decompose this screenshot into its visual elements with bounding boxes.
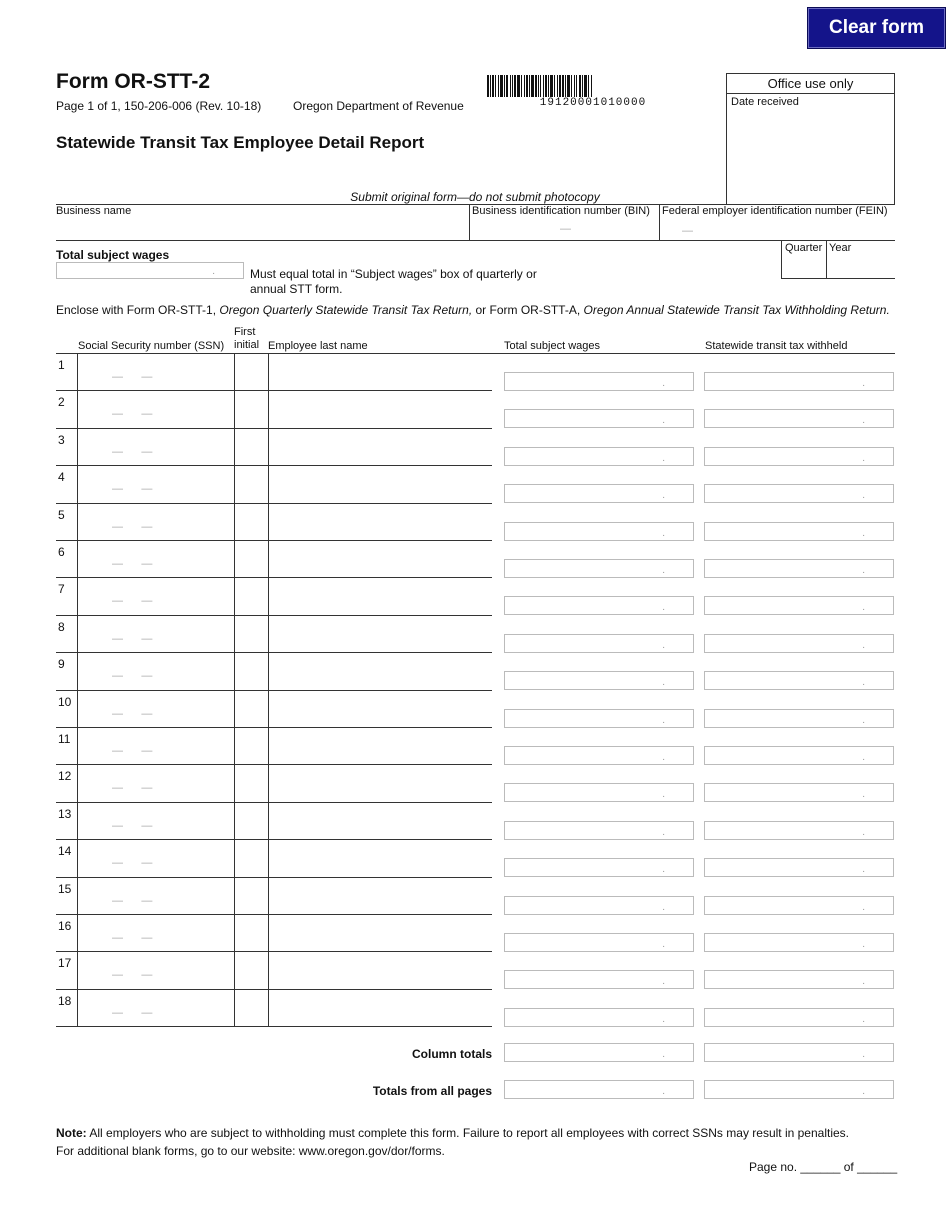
ssn-field[interactable]: — — (112, 969, 153, 982)
row-number: 17 (58, 956, 72, 971)
withheld-input[interactable] (704, 634, 894, 653)
divider (56, 390, 492, 391)
divider (77, 915, 78, 952)
wages-input[interactable] (504, 970, 694, 989)
first-initial-field[interactable] (236, 805, 266, 838)
withheld-input[interactable] (704, 783, 894, 802)
first-initial-field[interactable] (236, 543, 266, 576)
page-number-field[interactable]: Page no. ______ of ______ (749, 1160, 898, 1174)
last-name-field[interactable] (270, 767, 490, 800)
divider (56, 989, 492, 990)
row-number: 8 (58, 619, 65, 634)
business-name-label: Business name (56, 205, 132, 217)
divider (56, 615, 492, 616)
total-subject-wages-label: Total subject wages (56, 248, 170, 262)
row-number: 13 (58, 806, 72, 821)
first-initial-field[interactable] (236, 842, 266, 875)
divider (77, 765, 78, 802)
totals-all-pages-wages-input[interactable] (504, 1080, 694, 1099)
last-name-field[interactable] (270, 730, 490, 763)
divider (781, 278, 895, 279)
wages-input[interactable] (504, 746, 694, 765)
divider (56, 690, 492, 691)
divider (77, 504, 78, 541)
withheld-input[interactable] (704, 821, 894, 840)
divider (77, 578, 78, 615)
year-field[interactable] (827, 256, 894, 277)
divider (77, 616, 78, 653)
wages-input[interactable] (504, 896, 694, 915)
year-label: Year (829, 242, 852, 254)
first-initial-field[interactable] (236, 393, 266, 426)
ssn-field[interactable]: — — (112, 632, 153, 645)
divider (234, 915, 235, 952)
withheld-input[interactable] (704, 522, 894, 541)
quarter-field[interactable] (782, 256, 825, 277)
divider (268, 653, 269, 690)
divider (56, 240, 895, 241)
divider (469, 204, 470, 240)
first-initial-field[interactable] (236, 917, 266, 950)
page-info: Page 1 of 1, 150-206-006 (Rev. 10-18) (56, 99, 262, 113)
last-name-header: Employee last name (268, 340, 368, 352)
divider (659, 204, 660, 240)
divider (234, 541, 235, 578)
wages-input[interactable] (504, 671, 694, 690)
ssn-field[interactable]: — — (112, 408, 153, 421)
wages-input[interactable] (504, 409, 694, 428)
ssn-field[interactable]: — — (112, 670, 153, 683)
divider (77, 728, 78, 765)
withheld-input[interactable] (704, 896, 894, 915)
divider (77, 803, 78, 840)
withheld-input[interactable] (704, 933, 894, 952)
last-name-field[interactable] (270, 468, 490, 501)
divider (56, 503, 492, 504)
first-initial-header-line1: First (234, 326, 256, 338)
barcode-number: 19120001010000 (539, 97, 647, 109)
divider (77, 429, 78, 466)
divider (77, 391, 78, 428)
first-initial-header-line2: initial (234, 339, 260, 351)
divider (234, 429, 235, 466)
total-subject-wages-input[interactable] (56, 262, 244, 279)
divider (77, 878, 78, 915)
divider (56, 802, 492, 803)
last-name-field[interactable] (270, 506, 490, 539)
divider (268, 541, 269, 578)
divider (268, 878, 269, 915)
divider (268, 466, 269, 503)
first-initial-field[interactable] (236, 431, 266, 464)
divider (234, 616, 235, 653)
withheld-input[interactable] (704, 709, 894, 728)
wages-input[interactable] (504, 1008, 694, 1027)
divider (234, 728, 235, 765)
first-initial-field[interactable] (236, 506, 266, 539)
withheld-input[interactable] (704, 596, 894, 615)
withheld-header: Statewide transit tax withheld (705, 340, 848, 352)
first-initial-field[interactable] (236, 767, 266, 800)
must-equal-note: Must equal total in “Subject wages” box of quarterly or annual STT form. (250, 267, 537, 296)
wages-input[interactable] (504, 484, 694, 503)
first-initial-field[interactable] (236, 468, 266, 501)
ssn-field[interactable]: — — (112, 1006, 153, 1019)
column-totals-label: Column totals (412, 1047, 492, 1061)
divider (56, 1026, 492, 1027)
department-name: Oregon Department of Revenue (293, 99, 464, 113)
fein-label: Federal employer identification number (FEIN) (662, 205, 888, 217)
last-name-field[interactable] (270, 431, 490, 464)
withheld-input[interactable] (704, 372, 894, 391)
divider (234, 391, 235, 428)
divider (268, 504, 269, 541)
divider (77, 952, 78, 989)
wages-input[interactable] (504, 858, 694, 877)
row-number: 3 (58, 432, 65, 447)
last-name-field[interactable] (270, 805, 490, 838)
wages-input[interactable] (504, 634, 694, 653)
last-name-field[interactable] (270, 618, 490, 651)
wages-input[interactable] (504, 372, 694, 391)
divider (268, 578, 269, 615)
divider (234, 691, 235, 728)
office-use-title: Office use only (727, 74, 894, 94)
barcode (487, 75, 699, 97)
wages-input[interactable] (504, 709, 694, 728)
forms-website-text: For additional blank forms, go to our website: www.oregon.gov/dor/forms. (56, 1144, 445, 1158)
row-number: 12 (58, 769, 72, 784)
ssn-field[interactable]: — — (112, 558, 153, 570)
table-header-rule (56, 353, 895, 354)
divider (234, 952, 235, 989)
wages-input[interactable] (504, 522, 694, 541)
divider (234, 878, 235, 915)
divider (268, 691, 269, 728)
divider (234, 504, 235, 541)
divider (234, 653, 235, 690)
ssn-field[interactable]: — — (112, 445, 153, 458)
divider (56, 577, 492, 578)
ssn-field[interactable]: — — (112, 894, 153, 907)
first-initial-field[interactable] (236, 992, 266, 1025)
last-name-field[interactable] (270, 693, 490, 726)
ssn-field[interactable]: — — (112, 520, 153, 533)
ssn-field[interactable]: — — (112, 483, 153, 496)
last-name-field[interactable] (270, 655, 490, 688)
column-totals-wages-input[interactable] (504, 1043, 694, 1062)
ssn-field[interactable]: — — (112, 857, 153, 870)
note-text: Note: All employers who are subject to withholding must complete this form. Failure to report all employees with correct SSNs may result in penalties. For additional blank forms, go to our website: www.oregon.gov/dor/forms. (56, 1126, 849, 1158)
first-initial-field[interactable] (236, 580, 266, 613)
last-name-field[interactable] (270, 842, 490, 875)
divider (77, 653, 78, 690)
last-name-field[interactable] (270, 880, 490, 913)
divider (77, 990, 78, 1027)
wages-input[interactable] (504, 447, 694, 466)
form-title: Form OR-STT-2 (56, 70, 211, 93)
last-name-field[interactable] (270, 393, 490, 426)
last-name-field[interactable] (270, 992, 490, 1025)
divider (268, 952, 269, 989)
row-number: 10 (58, 694, 72, 709)
first-initial-field[interactable] (236, 880, 266, 913)
withheld-input[interactable] (704, 671, 894, 690)
wages-input[interactable] (504, 783, 694, 802)
totals-all-pages-withheld-input[interactable] (704, 1080, 894, 1099)
divider (268, 391, 269, 428)
divider (56, 540, 492, 541)
divider (77, 466, 78, 503)
divider (234, 840, 235, 877)
row-number: 14 (58, 844, 72, 859)
last-name-field[interactable] (270, 954, 490, 987)
bin-field[interactable]: — (560, 223, 571, 235)
row-number: 18 (58, 993, 72, 1008)
divider (77, 354, 78, 391)
ssn-field[interactable]: — — (112, 782, 153, 795)
row-number: 4 (58, 470, 65, 485)
row-number: 5 (58, 507, 65, 522)
wages-input[interactable] (504, 559, 694, 578)
first-initial-field[interactable] (236, 954, 266, 987)
ssn-header: Social Security number (SSN) (78, 340, 225, 352)
divider (268, 840, 269, 877)
withheld-input[interactable] (704, 409, 894, 428)
first-initial-field[interactable] (236, 356, 266, 389)
row-number: 9 (58, 657, 65, 672)
divider (56, 727, 492, 728)
divider (268, 803, 269, 840)
divider (56, 951, 492, 952)
wages-input[interactable] (504, 821, 694, 840)
first-initial-field[interactable] (236, 693, 266, 726)
report-title: Statewide Transit Tax Employee Detail Report (56, 133, 425, 152)
divider (234, 990, 235, 1027)
divider (268, 429, 269, 466)
last-name-field[interactable] (270, 917, 490, 950)
row-number: 16 (58, 919, 72, 933)
divider (268, 616, 269, 653)
divider (268, 915, 269, 952)
wages-input[interactable] (504, 596, 694, 615)
withheld-input[interactable] (704, 970, 894, 989)
last-name-field[interactable] (270, 543, 490, 576)
row-number: 7 (58, 582, 65, 597)
divider (268, 990, 269, 1027)
row-number: 1 (58, 358, 65, 372)
divider (56, 652, 492, 653)
ssn-field[interactable]: — — (112, 745, 153, 757)
divider (77, 840, 78, 877)
last-name-field[interactable] (270, 580, 490, 613)
office-use-box (726, 73, 895, 205)
divider (56, 764, 492, 765)
withheld-input[interactable] (704, 746, 894, 765)
clear-form-button[interactable]: Clear form (808, 8, 945, 48)
divider (56, 465, 492, 466)
ssn-field[interactable]: — — (112, 707, 153, 720)
ssn-field[interactable]: — — (112, 932, 153, 944)
divider (234, 765, 235, 802)
first-initial-field[interactable] (236, 618, 266, 651)
first-initial-field[interactable] (236, 730, 266, 763)
divider (77, 691, 78, 728)
wages-header: Total subject wages (504, 340, 600, 352)
row-number: 11 (58, 732, 71, 746)
row-number: 2 (58, 395, 65, 410)
divider (56, 914, 492, 915)
business-name-field[interactable] (60, 218, 465, 238)
row-number: 6 (58, 545, 65, 559)
submit-note: Submit original form—do not submit photocopy (350, 190, 600, 204)
last-name-field[interactable] (270, 356, 490, 389)
divider (234, 803, 235, 840)
date-received-label: Date received (731, 96, 799, 108)
divider (268, 765, 269, 802)
divider (234, 578, 235, 615)
ssn-field[interactable]: — — (112, 819, 153, 832)
enclose-instructions: Enclose with Form OR-STT-1, Oregon Quarterly Statewide Transit Tax Return, or Form OR-STT-A, Oregon Annual Statewide Transit Tax Withholding Return. (56, 303, 890, 317)
divider (56, 839, 492, 840)
ssn-field[interactable]: — — (112, 371, 153, 383)
divider (234, 354, 235, 391)
bin-label: Business identification number (BIN) (472, 205, 650, 217)
ssn-field[interactable]: — — (112, 595, 153, 608)
divider (56, 428, 492, 429)
withheld-input[interactable] (704, 858, 894, 877)
divider (77, 541, 78, 578)
column-totals-withheld-input[interactable] (704, 1043, 894, 1062)
totals-all-pages-label: Totals from all pages (372, 1084, 492, 1098)
withheld-input[interactable] (704, 559, 894, 578)
divider (234, 466, 235, 503)
withheld-input[interactable] (704, 1008, 894, 1027)
wages-input[interactable] (504, 933, 694, 952)
withheld-input[interactable] (704, 484, 894, 503)
fein-field[interactable]: — (682, 225, 693, 237)
withheld-input[interactable] (704, 447, 894, 466)
quarter-label: Quarter (785, 242, 823, 254)
first-initial-field[interactable] (236, 655, 266, 688)
divider (268, 354, 269, 391)
divider (268, 728, 269, 765)
row-number: 15 (58, 881, 72, 896)
divider (56, 877, 492, 878)
